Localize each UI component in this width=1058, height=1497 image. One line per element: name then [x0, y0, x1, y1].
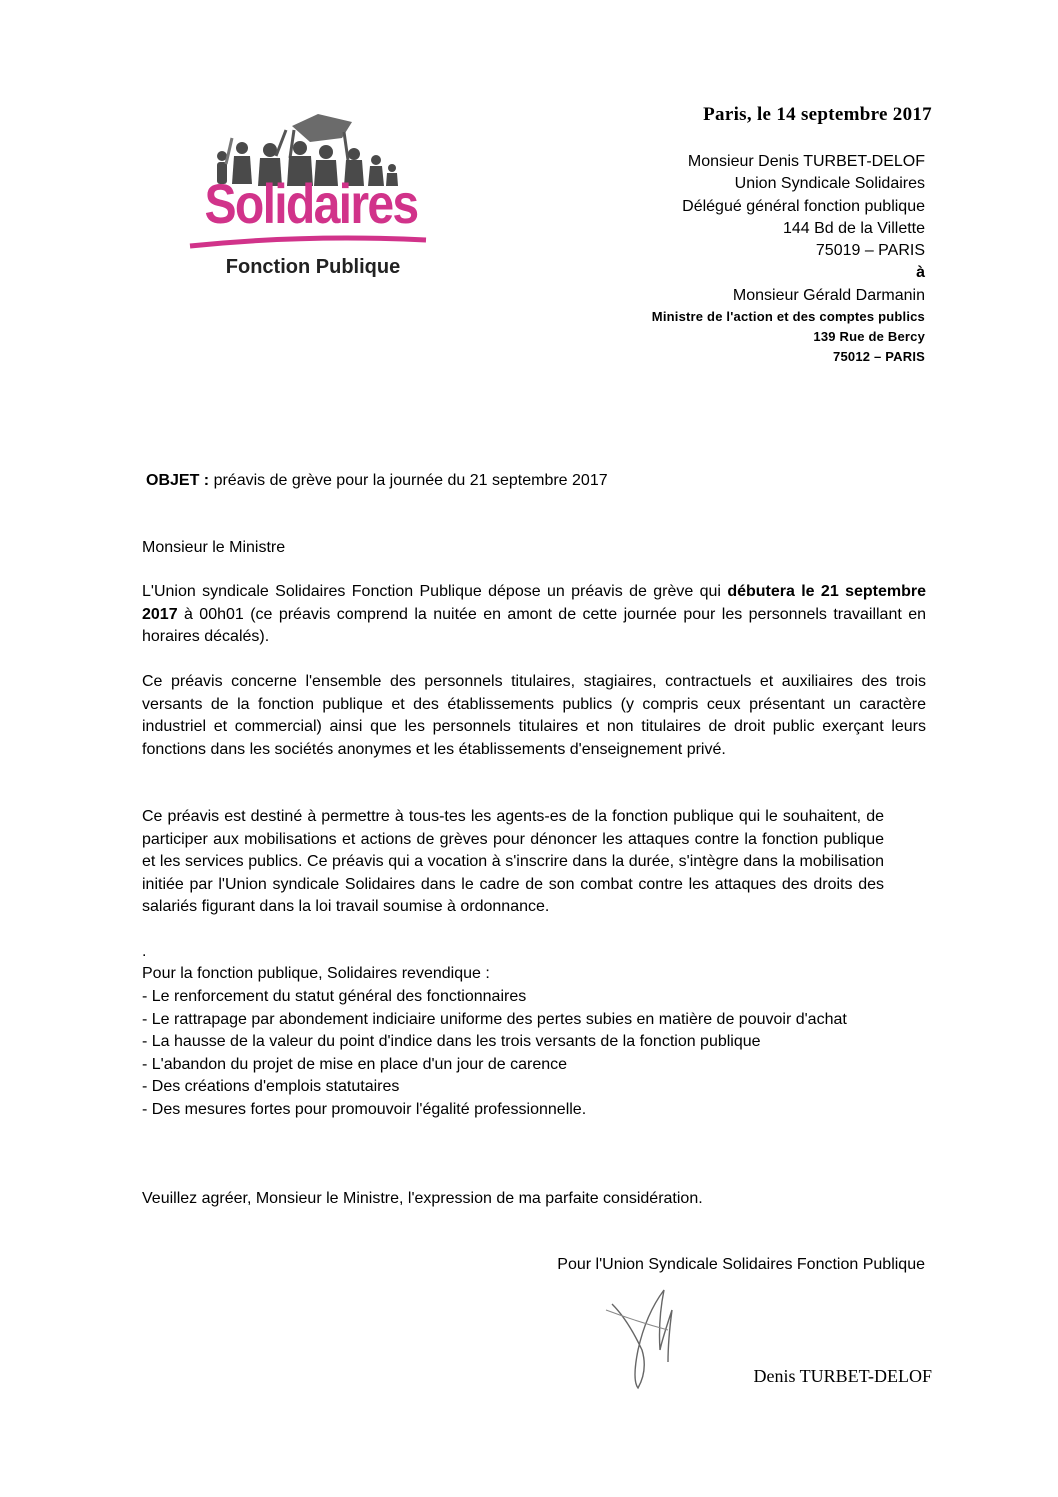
recipient-city: 75012 – PARIS — [833, 349, 925, 365]
logo-subtitle: Fonction Publique — [225, 256, 401, 278]
recipient-name: Monsieur Gérald Darmanin — [732, 286, 925, 304]
demands-intro: Pour la fonction publique, Solidaires revendique : — [142, 965, 490, 982]
demand-item: - Le renforcement du statut général des fonctionnaires — [142, 988, 527, 1005]
salutation: Monsieur le Ministre — [142, 539, 286, 556]
subject-line — [146, 472, 608, 490]
to-word: à — [916, 264, 925, 282]
address-block — [652, 151, 925, 367]
demand-item: - Le rattrapage par abondement indiciaire uniforme des pertes subies en matière de pouvoir d'achat — [142, 1010, 847, 1028]
recipient-role: Ministre de l'action et des comptes publics — [651, 309, 925, 325]
subject-label: OBJET : — [146, 472, 210, 489]
paragraph-1 — [142, 581, 926, 649]
solidaires-logo — [186, 108, 436, 284]
demand-item: - Des mesures fortes pour promouvoir l'égalité professionnelle. — [142, 1100, 587, 1118]
demand-item: - L'abandon du projet de mise en place d'un jour de carence — [142, 1055, 568, 1073]
handwritten-signature — [598, 1280, 698, 1405]
sender-name: Monsieur Denis TURBET-DELOF — [687, 153, 925, 170]
paragraph-1-start: L'Union syndicale Solidaires Fonction Publique dépose un préavis de grève qui — [142, 583, 728, 600]
demand-item: - Des créations d'emplois statutaires — [142, 1078, 400, 1095]
signature-line: Pour l'Union Syndicale Solidaires Fonction Publique — [557, 1256, 925, 1273]
closing-formula: Veuillez agréer, Monsieur le Ministre, l'expression de ma parfaite considération. — [142, 1190, 703, 1207]
paragraph-1-end: à 00h01 (ce préavis comprend la nuitée en amont de cette journée pour les personnels travaillant en horaires décalés). — [142, 605, 926, 645]
paragraph-3: Ce préavis est destiné à permettre à tous-tes les agents-es de la fonction publique qui le souhaitent, de participer aux mobilisations et actions de grèves pour dénoncer les attaques contre la fonction publique et les services publics. Ce préavis qui a vocation à s'inscrire dans la durée, s'intègre dans la mobilisation initiée par l'Union syndicale Solidaires dans le cadre de son combat contre les attaques des droits des salariés figurant dans la loi travail soumise à ordonnance. — [142, 808, 884, 915]
separator-dot: . — [142, 943, 147, 960]
sender-org: Union Syndicale Solidaires — [734, 175, 925, 193]
paragraph-2: Ce préavis concerne l'ensemble des personnels titulaires, stagiaires, contractuels et auxiliaires des trois versants de la fonction publique et des établissements publics (y compris ceux présentant un caractère industriel et commercial) ainsi que les personnels titulaires et non titulaires de droit public exerçant leurs fonctions dans les sociétés anonymes et les établissements d'enseignement privé. — [142, 673, 926, 758]
paragraph-1-bold: débutera le 21 septembre 2017 — [142, 583, 927, 623]
logo-brand-text: Solidaires — [204, 172, 418, 235]
recipient-street: 139 Rue de Bercy — [813, 329, 925, 345]
sender-street: 144 Bd de la Villette — [782, 219, 925, 237]
demand-item: - La hausse de la valeur du point d'indice dans les trois versants de la fonction publique — [142, 1033, 761, 1050]
demands-list — [142, 986, 926, 1121]
subject-text: préavis de grève pour la journée du 21 septembre 2017 — [209, 472, 608, 489]
sender-city: 75019 – PARIS — [815, 242, 925, 260]
letter-date: Paris, le 14 septembre 2017 — [703, 104, 932, 125]
sender-role: Délégué général fonction publique — [682, 197, 925, 215]
signatory-name: Denis TURBET-DELOF — [753, 1366, 932, 1386]
